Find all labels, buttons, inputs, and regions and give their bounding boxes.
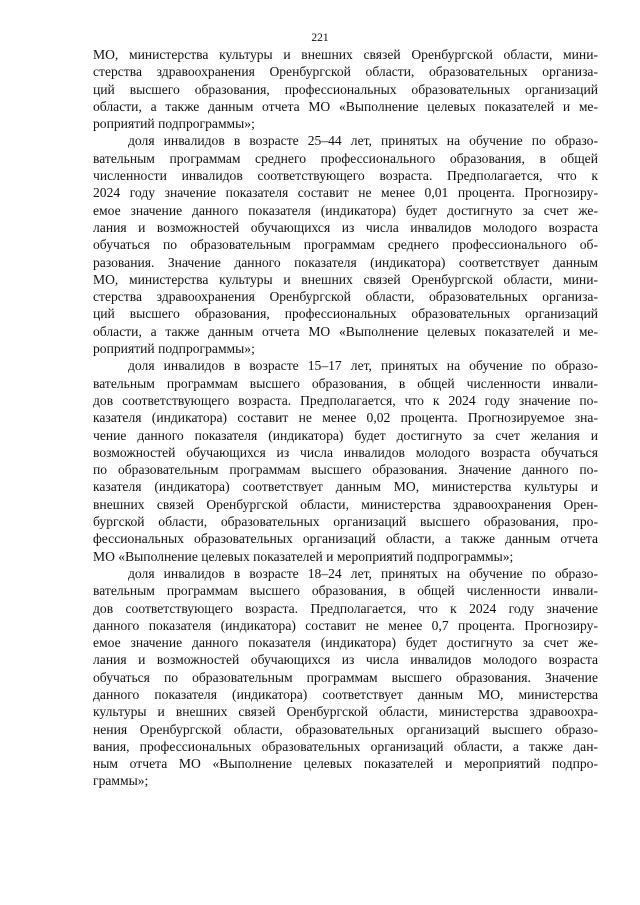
text-line: бургской области, образовательных организаций высшего образования, про- <box>93 514 598 530</box>
text-line: разования. Значение данного показателя (индикатора) соответствует данным <box>93 254 598 270</box>
text-line: возможностей обучающихся из числа инвалидов молодого возраста обучаться <box>93 444 598 460</box>
text-line: области, а также данным отчета МО «Выполнение целевых показателей и ме- <box>93 98 598 114</box>
text-line: по образовательным программам высшего образования. Значение данного по- <box>93 462 598 478</box>
text-line: доля инвалидов в возрасте 18–24 лет, принятых на обучение по образо- <box>128 565 598 581</box>
text-line: лания и возможностей обучающихся из числа инвалидов молодого возраста <box>93 652 598 668</box>
document-body <box>93 46 598 790</box>
text-line: роприятий подпрограммы»; <box>93 116 255 132</box>
text-line: данного показателя (индикатора) составит не менее 0,7 процента. Прогнозиру- <box>93 617 598 633</box>
text-line: чение данного показателя (индикатора) будет достигнуто за счет желания и <box>93 427 598 443</box>
text-line: вательным программам среднего профессионального образования, в общей <box>93 150 598 166</box>
text-line: фессиональных образовательных организаций области, а также данным отчета <box>93 531 598 547</box>
text-line: 2024 году значение показателя составит не менее 0,01 процента. Прогнозиру- <box>93 185 598 201</box>
text-line: емое значение данного показателя (индикатора) будет достигнуто за счет же- <box>93 635 598 651</box>
text-line: роприятий подпрограммы»; <box>93 341 255 357</box>
text-line: стерства здравоохранения Оренбургской области, образовательных организа- <box>93 64 598 80</box>
text-line: граммы»; <box>93 773 149 789</box>
text-line: обучаться по образовательным программам среднего профессионального об- <box>93 237 598 253</box>
text-line: доля инвалидов в возрасте 15–17 лет, принятых на обучение по образо- <box>128 358 598 374</box>
text-line: ным отчета МО «Выполнение целевых показателей и мероприятий подпро- <box>93 756 598 772</box>
text-line: МО «Выполнение целевых показателей и мероприятий подпрограммы»; <box>93 548 514 564</box>
text-line: вательным программам высшего образования, в общей численности инвали- <box>93 583 598 599</box>
text-line: дов соответствующего возраста. Предполагается, что к 2024 году значение <box>93 600 598 616</box>
text-line: емое значение данного показателя (индикатора) будет достигнуто за счет же- <box>93 202 598 218</box>
text-line: вательным программам высшего образования, в общей численности инвали- <box>93 375 598 391</box>
text-line: казателя (индикатора) соответствует данным МО, министерства культуры и <box>93 479 598 495</box>
text-line: лания и возможностей обучающихся из числа инвалидов молодого возраста <box>93 219 598 235</box>
text-line: МО, министерства культуры и внешних связей Оренбургской области, мини- <box>93 271 598 287</box>
text-line: обучаться по образовательным программам высшего образования. Значение <box>93 669 598 685</box>
text-line: ций высшего образования, профессиональных образовательных организаций <box>93 81 598 97</box>
text-line: численности инвалидов соответствующего возраста. Предполагается, что к <box>93 168 598 184</box>
text-line: ций высшего образования, профессиональных образовательных организаций <box>93 306 598 322</box>
text-line: казателя (индикатора) составит не менее 0,02 процента. Прогнозируемое зна- <box>93 410 598 426</box>
text-line: дов соответствующего возраста. Предполагается, что к 2024 году значение по- <box>93 392 598 408</box>
page-number: 221 <box>311 32 329 44</box>
text-line: внешних связей Оренбургской области, министерства здравоохранения Орен- <box>93 496 598 512</box>
text-line: данного показателя (индикатора) соответствует данным МО, министерства <box>93 686 598 702</box>
text-line: доля инвалидов в возрасте 25–44 лет, принятых на обучение по образо- <box>128 133 598 149</box>
text-line: области, а также данным отчета МО «Выполнение целевых показателей и ме- <box>93 323 598 339</box>
text-line: стерства здравоохранения Оренбургской области, образовательных организа- <box>93 289 598 305</box>
text-line: МО, министерства культуры и внешних связей Оренбургской области, мини- <box>93 47 598 62</box>
text-line: вания, профессиональных образовательных организаций области, а также дан- <box>93 738 598 754</box>
text-line: нения Оренбургской области, образовательных организаций высшего образо- <box>93 721 598 737</box>
text-line: культуры и внешних связей Оренбургской области, министерства здравоохра- <box>93 704 598 720</box>
